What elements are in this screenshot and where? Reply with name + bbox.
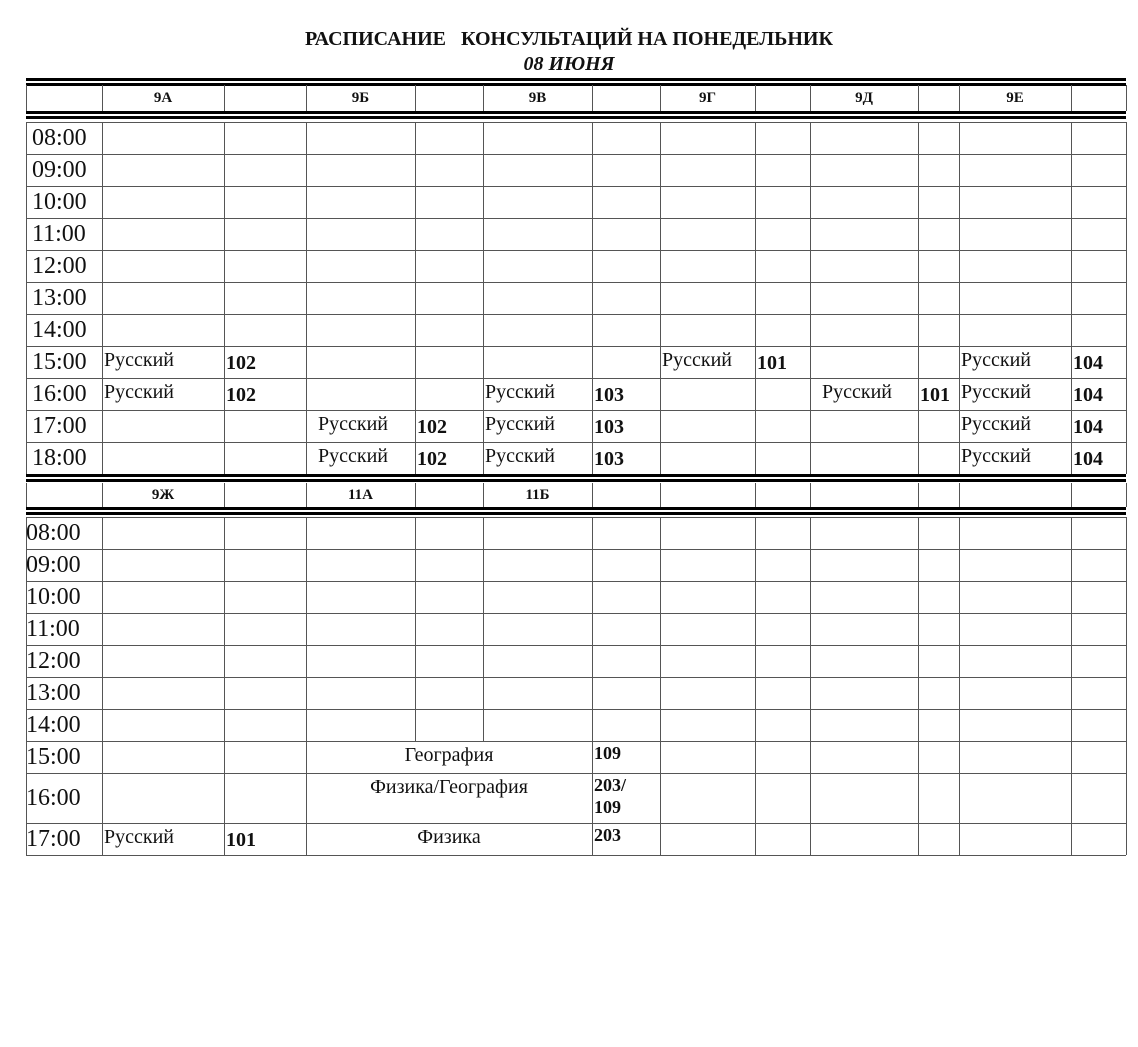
grid-line-vertical — [306, 122, 307, 474]
grid-line-vertical — [1071, 517, 1072, 855]
time-label: 15:00 — [32, 349, 87, 375]
grid-line-vertical — [415, 483, 416, 507]
entry-subject: Русский — [961, 445, 1031, 467]
entry-room: 102 — [417, 416, 447, 438]
entry-subject: Русский — [104, 349, 174, 371]
grid-line-vertical — [224, 517, 225, 855]
entry-room: 103 — [594, 384, 624, 406]
grid-line-horizontal — [26, 549, 1126, 550]
entry-room: 101 — [226, 829, 256, 851]
entry-subject: Русский — [822, 381, 892, 403]
span-room: 203 — [594, 825, 621, 845]
section-border-thick — [26, 507, 1126, 510]
time-label: 10:00 — [26, 584, 81, 610]
grid-line-horizontal — [26, 314, 1126, 315]
grid-line-vertical — [660, 517, 661, 855]
entry-room: 104 — [1073, 352, 1103, 374]
grid-line-vertical — [1071, 483, 1072, 507]
time-label: 12:00 — [26, 648, 81, 674]
grid-line-vertical — [592, 483, 593, 507]
grid-line-horizontal — [26, 645, 1126, 646]
time-label: 17:00 — [32, 413, 87, 439]
grid-line-horizontal — [26, 517, 1126, 518]
entry-subject: Русский — [318, 413, 388, 435]
time-label: 15:00 — [26, 744, 81, 770]
class-header-6: 9Ж — [151, 487, 175, 503]
section-border-thick — [26, 78, 1126, 81]
entry-room: 102 — [417, 448, 447, 470]
grid-line-vertical — [810, 122, 811, 474]
grid-line-vertical — [224, 483, 225, 507]
class-header-0: 9А — [153, 90, 173, 106]
grid-line-vertical — [918, 517, 919, 855]
class-header-1: 9Б — [351, 90, 370, 106]
grid-line-vertical — [224, 122, 225, 474]
class-header-11 — [959, 485, 1071, 505]
entry-subject: Русский — [104, 381, 174, 403]
section-border-thick — [26, 116, 1126, 119]
grid-line-vertical — [26, 483, 27, 507]
grid-line-vertical — [415, 85, 416, 111]
grid-line-vertical — [1126, 85, 1127, 111]
grid-line-vertical — [810, 517, 811, 855]
grid-line-horizontal — [26, 613, 1126, 614]
entry-subject: Русский — [485, 445, 555, 467]
time-label: 10:00 — [32, 189, 87, 215]
grid-line-vertical — [755, 85, 756, 111]
grid-line-horizontal — [26, 122, 1126, 123]
grid-line-horizontal — [26, 855, 1126, 856]
grid-line-vertical — [755, 122, 756, 474]
class-header-7: 11А — [347, 487, 373, 503]
entry-room: 102 — [226, 384, 256, 406]
entry-room: 104 — [1073, 448, 1103, 470]
entry-subject: Русский — [485, 381, 555, 403]
grid-line-horizontal — [26, 282, 1126, 283]
grid-line-vertical — [1126, 517, 1127, 855]
class-header-9 — [660, 485, 755, 505]
grid-line-horizontal — [26, 709, 1126, 710]
span-subject: География — [404, 744, 494, 766]
time-label: 09:00 — [32, 157, 87, 183]
grid-line-horizontal — [26, 250, 1126, 251]
section-border-thick — [26, 111, 1126, 114]
section-border-thick — [26, 512, 1126, 515]
entry-room: 104 — [1073, 384, 1103, 406]
grid-line-vertical — [592, 85, 593, 111]
grid-line-vertical — [26, 85, 27, 111]
entry-room: 103 — [594, 448, 624, 470]
entry-subject: Русский — [485, 413, 555, 435]
grid-line-horizontal — [26, 218, 1126, 219]
entry-room: 102 — [226, 352, 256, 374]
class-header-3: 9Г — [698, 90, 717, 106]
grid-line-vertical — [1126, 483, 1127, 507]
grid-line-vertical — [660, 122, 661, 474]
entry-subject: Русский — [662, 349, 732, 371]
time-label: 08:00 — [32, 125, 87, 151]
span-subject: Физика/География — [370, 776, 528, 798]
entry-subject: Русский — [318, 445, 388, 467]
grid-line-vertical — [102, 517, 103, 855]
entry-room: 104 — [1073, 416, 1103, 438]
span-room: 109 — [594, 743, 621, 763]
time-label: 09:00 — [26, 552, 81, 578]
section-border-thick — [26, 83, 1126, 86]
section-border-thick — [26, 479, 1126, 482]
page-title: РАСПИСАНИЕ КОНСУЛЬТАЦИЙ НА ПОНЕДЕЛЬНИК — [304, 28, 833, 50]
time-label: 16:00 — [32, 381, 87, 407]
time-label: 14:00 — [32, 317, 87, 343]
entry-subject: Русский — [104, 826, 174, 848]
entry-room: 103 — [594, 416, 624, 438]
time-label: 13:00 — [32, 285, 87, 311]
grid-line-vertical — [102, 122, 103, 474]
grid-line-vertical — [918, 85, 919, 111]
page-subtitle-date: 08 ИЮНЯ — [523, 53, 615, 75]
time-label: 17:00 — [26, 826, 81, 852]
entry-subject: Русский — [961, 413, 1031, 435]
entry-room: 101 — [757, 352, 787, 374]
grid-line-vertical — [918, 122, 919, 474]
entry-room: 101 — [920, 384, 950, 406]
span-room: 203/ 109 — [594, 775, 627, 817]
section-border-thick — [26, 474, 1126, 477]
grid-line-vertical — [755, 483, 756, 507]
time-label: 11:00 — [26, 616, 80, 642]
time-label: 12:00 — [32, 253, 87, 279]
time-label: 14:00 — [26, 712, 81, 738]
grid-line-horizontal — [26, 581, 1126, 582]
time-label: 11:00 — [32, 221, 86, 247]
class-header-10 — [810, 485, 918, 505]
time-label: 16:00 — [26, 785, 81, 811]
grid-line-vertical — [224, 85, 225, 111]
time-label: 08:00 — [26, 520, 81, 546]
class-header-8: 11Б — [525, 487, 550, 503]
grid-line-vertical — [1126, 122, 1127, 474]
grid-line-horizontal — [26, 154, 1126, 155]
time-label: 18:00 — [32, 445, 87, 471]
class-header-5: 9Е — [1006, 90, 1024, 106]
entry-subject: Русский — [961, 381, 1031, 403]
grid-line-vertical — [1071, 85, 1072, 111]
grid-line-horizontal — [26, 677, 1126, 678]
span-subject: Физика — [417, 826, 481, 848]
time-label: 13:00 — [26, 680, 81, 706]
grid-line-vertical — [959, 517, 960, 855]
class-header-4: 9Д — [855, 90, 873, 106]
grid-line-vertical — [755, 517, 756, 855]
entry-subject: Русский — [961, 349, 1031, 371]
grid-line-horizontal — [26, 186, 1126, 187]
class-header-2: 9В — [528, 90, 547, 106]
grid-line-vertical — [918, 483, 919, 507]
